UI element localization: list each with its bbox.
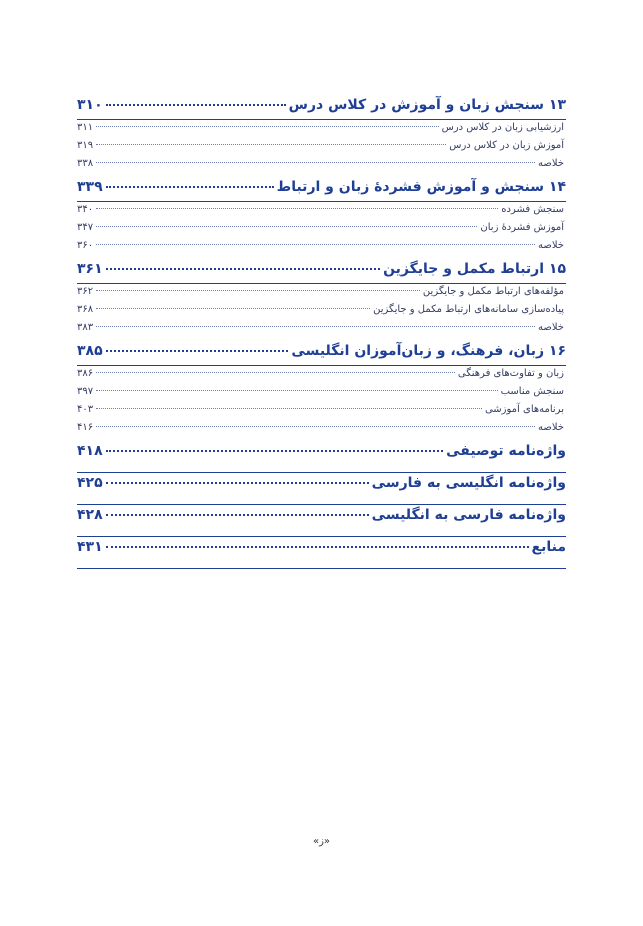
entry-page-number: ۴۰۳ [77,404,94,415]
entry-page-number: ۳۴۷ [77,222,94,233]
dot-leader [106,450,443,452]
dot-leader [106,268,380,270]
entry-page-number: ۳۸۶ [77,368,94,379]
chapter-title: ۱۴ سنجش و آموزش فشردهٔ زبان و ارتباط [276,179,566,195]
entry-page-number: ۳۶۰ [77,240,94,251]
dot-leader [96,144,446,145]
chapter-title: ۱۳ سنجش زبان و آموزش در کلاس درس [288,97,566,113]
toc-entry[interactable] [77,122,566,140]
chapter-title: ۱۶ زبان، فرهنگ، و زبان‌آموزان انگلیسی [291,343,566,359]
back-matter-title: واژه‌نامه انگلیسی به فارسی [371,475,566,491]
dot-leader [106,482,369,484]
entry-page-number: ۴۱۶ [77,422,94,433]
table-of-contents [77,97,566,569]
toc-entry[interactable] [77,158,566,176]
back-matter-title: واژه‌نامه توصیفی [446,443,566,459]
dot-leader [106,104,286,106]
dot-leader [96,208,498,209]
chapter-heading[interactable] [77,261,566,284]
dot-leader [96,162,535,163]
toc-entry[interactable] [77,386,566,404]
toc-entry[interactable] [77,368,566,386]
dot-leader [96,244,535,245]
entry-title: آموزش فشردهٔ زبان [480,222,564,233]
chapter-heading[interactable] [77,343,566,366]
toc-back-matter-fa-en[interactable] [77,507,566,537]
entry-title: زبان و تفاوت‌های فرهنگی [457,368,564,379]
back-matter-page-number: ۴۲۵ [77,475,103,491]
toc-entry[interactable] [77,286,566,304]
dot-leader [106,186,274,188]
back-matter-title: منابع [531,539,566,555]
toc-chapter-15 [77,261,566,340]
entry-title: خلاصه [537,240,564,251]
toc-entry[interactable] [77,422,566,440]
toc-chapter-16 [77,343,566,440]
entry-title: سنجش فشرده [501,204,564,215]
entry-page-number: ۳۱۱ [77,122,94,133]
back-matter-page-number: ۴۳۱ [77,539,103,555]
chapter-page-number: ۳۸۵ [77,343,103,359]
dot-leader [96,372,455,373]
dot-leader [96,426,535,427]
dot-leader [96,290,420,291]
toc-entry[interactable] [77,222,566,240]
dot-leader [96,326,535,327]
entry-page-number: ۳۳۸ [77,158,94,169]
toc-back-matter-en-fa[interactable] [77,475,566,505]
entry-title: خلاصه [537,322,564,333]
entry-title: خلاصه [537,158,564,169]
chapter-page-number: ۳۶۱ [77,261,103,277]
chapter-page-number: ۳۳۹ [77,179,103,195]
chapter-heading[interactable] [77,179,566,202]
toc-entry[interactable] [77,404,566,422]
dot-leader [96,308,370,309]
dot-leader [106,350,289,352]
toc-entry[interactable] [77,322,566,340]
toc-chapter-14 [77,179,566,258]
entry-title: پیاده‌سازی سامانه‌های ارتباط مکمل و جایگزین [373,304,564,315]
dot-leader [96,408,482,409]
chapter-heading[interactable] [77,97,566,120]
entry-title: آموزش زبان در کلاس درس [449,140,564,151]
entry-page-number: ۳۶۲ [77,286,94,297]
dot-leader [96,226,477,227]
back-matter-page-number: ۴۲۸ [77,507,103,523]
dot-leader [96,126,438,127]
toc-chapter-13 [77,97,566,176]
entry-page-number: ۳۶۸ [77,304,94,315]
dot-leader [96,390,497,391]
chapter-page-number: ۳۱۰ [77,97,103,113]
dot-leader [106,546,529,548]
dot-leader [106,514,369,516]
toc-back-matter-glossary[interactable] [77,443,566,473]
chapter-title: ۱۵ ارتباط مکمل و جایگزین [383,261,566,277]
entry-page-number: ۳۸۳ [77,322,94,333]
entry-page-number: ۳۴۰ [77,204,94,215]
entry-page-number: ۳۹۷ [77,386,94,397]
back-matter-page-number: ۴۱۸ [77,443,103,459]
page-number: «ز» [312,836,331,847]
entry-title: ارزشیابی زبان در کلاس درس [441,122,564,133]
toc-back-matter-references[interactable] [77,539,566,569]
back-matter-title: واژه‌نامه فارسی به انگلیسی [371,507,566,523]
toc-entry[interactable] [77,140,566,158]
entry-title: خلاصه [537,422,564,433]
toc-entry[interactable] [77,304,566,322]
entry-title: سنجش مناسب [500,386,564,397]
entry-page-number: ۳۱۹ [77,140,94,151]
entry-title: مؤلفه‌های ارتباط مکمل و جایگزین [422,286,564,297]
toc-entry[interactable] [77,240,566,258]
entry-title: برنامه‌های آموزشی [484,404,564,415]
toc-entry[interactable] [77,204,566,222]
